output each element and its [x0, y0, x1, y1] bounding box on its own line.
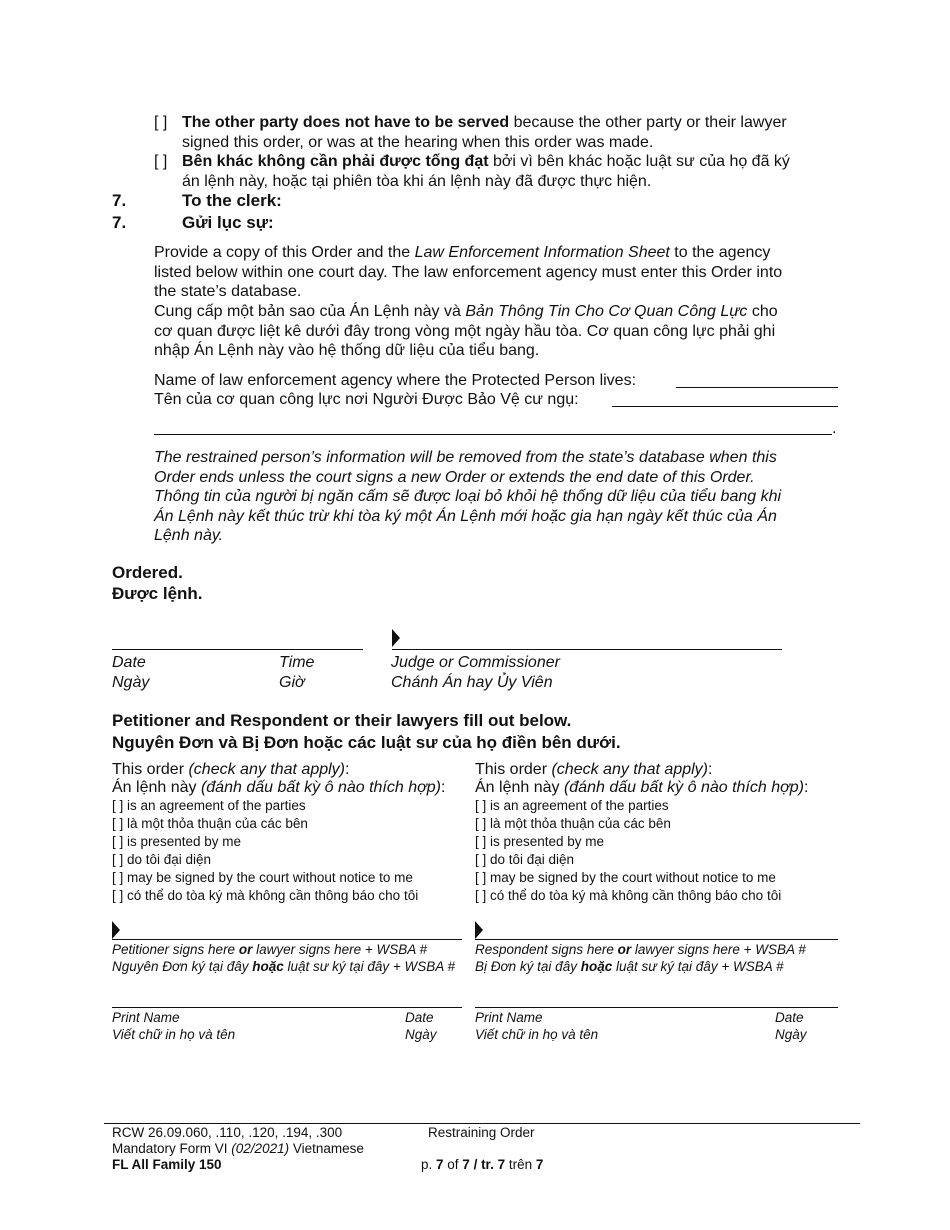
agency-field-line-3[interactable]	[154, 434, 832, 435]
ordered-vi: Được lệnh.	[112, 584, 203, 603]
judge-label-vi: Chánh Án hay Ủy Viên	[391, 674, 553, 691]
law-enforcement-sheet-title: Law Enforcement Information Sheet	[414, 244, 670, 261]
served-option-vi	[154, 152, 167, 172]
text: This order	[112, 761, 189, 778]
text: / tr.	[469, 1157, 498, 1172]
text: Cung cấp một bản sao của Án Lệnh này và	[154, 303, 466, 320]
order-prompt-en	[112, 761, 477, 779]
order-prompt-vi	[112, 779, 477, 797]
text: Print Name	[475, 1010, 543, 1025]
agency-label-vi: Tên của cơ quan công lực nơi Người Được Bảo Vệ cư ngụ:	[154, 391, 579, 408]
footer-rcw: RCW 26.09.060, .110, .120, .194, .300	[112, 1125, 343, 1140]
text: Lệnh này.	[154, 527, 224, 544]
text: Án lệnh này	[475, 779, 564, 796]
footer-doc-title: Restraining Order	[428, 1125, 535, 1140]
served-option-en-text	[182, 113, 862, 152]
text: Ngày	[405, 1027, 437, 1042]
section-7-number-vi: 7.	[112, 213, 127, 232]
petitioner-sign-label	[112, 941, 477, 975]
text: Respondent signs here	[475, 942, 618, 957]
parties-heading-vi: Nguyên Đơn và Bị Đơn hoặc các luật sư của họ điền bên dưới.	[112, 733, 621, 752]
petitioner-option-no-notice-en[interactable]: [ ] may be signed by the court without notice to me	[112, 870, 413, 885]
text: (đánh dấu bất kỳ ô nào thích hợp)	[563, 779, 805, 796]
text: p.	[421, 1157, 437, 1172]
served-option-vi-text	[182, 152, 862, 191]
text: cơ quan được liệt kê dưới đây trong vòng một ngày hầu tòa. Cơ quan công lực phải ghi	[154, 322, 776, 340]
petitioner-option-agreement-en[interactable]: [ ] is an agreement of the parties	[112, 798, 306, 813]
served-option-vi-rest: bởi vì bên khác hoặc luật sư của họ đã ký	[488, 153, 790, 170]
respondent-signature-line[interactable]	[475, 939, 838, 940]
text: Vietnamese	[289, 1141, 364, 1156]
text: Print Name	[112, 1010, 180, 1025]
respondent-print-name-label	[475, 1009, 598, 1043]
sign-here-arrow-icon	[392, 629, 400, 647]
petitioner-option-presented-vi[interactable]: [ ] do tôi đại diện	[112, 852, 212, 867]
respondent-date-label	[775, 1009, 807, 1043]
order-prompt-en	[475, 761, 845, 779]
text: 7	[497, 1157, 506, 1172]
section-7-title-vi: Gửi lục sự:	[182, 213, 274, 232]
text: to the agency	[669, 244, 771, 261]
respondent-option-no-notice-vi[interactable]: [ ] có thể do tòa ký mà không cần thông báo cho tôi	[475, 888, 782, 903]
footer-page-number	[421, 1157, 543, 1173]
footer-form-id: FL All Family 150	[112, 1157, 222, 1172]
database-removal-notice	[154, 448, 854, 546]
checkbox[interactable]: [ ]	[154, 114, 168, 131]
text: 7	[462, 1157, 470, 1172]
text: hoặc	[252, 959, 284, 974]
text: or	[238, 942, 253, 957]
respondent-print-name-line[interactable]	[475, 1007, 838, 1008]
text: nhập Án Lệnh này vào hệ thống dữ liệu của tiểu bang.	[154, 342, 540, 359]
served-option-vi-rest-2: án lệnh này, hoặc tại phiên tòa khi án lệnh này đã được thực hiện.	[182, 172, 652, 190]
judge-date-label-en: Date	[112, 654, 146, 671]
footer-left	[112, 1125, 364, 1173]
text: or	[617, 942, 632, 957]
text: luật sư ký tại đây + WSBA #	[612, 959, 784, 974]
served-option-en-rest-2: signed this order, or was at the hearing when this order was made.	[182, 133, 654, 151]
text: (check any that apply)	[188, 761, 345, 778]
respondent-option-no-notice-en[interactable]: [ ] may be signed by the court without notice to me	[475, 870, 776, 885]
text: Thông tin của người bị ngăn cấm sẽ được loại bỏ khỏi hệ thống dữ liệu của tiểu bang khi	[154, 488, 782, 505]
text: Date	[775, 1010, 804, 1025]
text: listed below within one court day. The law enforcement agency must enter this Order into	[154, 263, 783, 281]
judge-time-label-en: Time	[279, 654, 315, 671]
text: luật sư ký tại đây + WSBA #	[283, 959, 455, 974]
text: 7	[535, 1157, 544, 1172]
text: lawyer signs here + WSBA #	[252, 942, 428, 957]
text: Ngày	[775, 1027, 807, 1042]
order-prompt-vi	[475, 779, 845, 797]
text: The restrained person’s information will be removed from the state’s database when this	[154, 449, 777, 466]
law-enforcement-sheet-title-vi: Bản Thông Tin Cho Cơ Quan Công Lực	[465, 303, 748, 320]
section-7-title-en: To the clerk:	[182, 191, 282, 210]
judge-signature-line[interactable]	[392, 649, 782, 650]
ordered-en: Ordered.	[112, 563, 183, 582]
judge-time-label-vi: Giờ	[279, 674, 305, 691]
footer-divider	[104, 1123, 860, 1124]
text: of	[443, 1157, 463, 1172]
served-option-en-bold: The other party does not have to be served	[182, 114, 510, 131]
agency-field-line-2[interactable]	[612, 406, 838, 407]
text: hoặc	[580, 959, 613, 974]
petitioner-option-no-notice-vi[interactable]: [ ] có thể do tòa ký mà không cần thông báo cho tôi	[112, 888, 419, 903]
text: the state’s database.	[154, 283, 302, 300]
text: Nguyên Đơn ký tại đây	[112, 959, 253, 974]
text: Án lệnh này	[112, 779, 201, 796]
petitioner-order-options	[112, 761, 477, 905]
text: Provide a copy of this Order and the	[154, 244, 415, 261]
agency-field-line-1[interactable]	[676, 387, 838, 388]
text: (đánh dấu bất kỳ ô nào thích hợp)	[200, 779, 442, 796]
text: Order ends unless the court signs a new Order or extends the end date of this Order.	[154, 468, 755, 486]
agency-line-period: .	[832, 420, 837, 437]
respondent-option-agreement-en[interactable]: [ ] is an agreement of the parties	[475, 798, 669, 813]
text: cho	[747, 303, 778, 320]
petitioner-option-agreement-vi[interactable]: [ ] là một thỏa thuận của các bên	[112, 816, 308, 831]
sign-here-arrow-icon	[475, 921, 483, 939]
text: Petitioner signs here	[112, 942, 239, 957]
footer-form	[112, 1141, 364, 1157]
text: This order	[475, 761, 552, 778]
section-7-number-en: 7.	[112, 191, 127, 210]
checkbox[interactable]: [ ]	[154, 153, 168, 170]
respondent-option-presented-en[interactable]: [ ] is presented by me	[475, 834, 605, 849]
petitioner-print-name-label	[112, 1009, 235, 1043]
judge-date-label-vi: Ngày	[112, 674, 150, 691]
section-7-paragraph-vi	[154, 302, 854, 361]
text: Mandatory Form VI	[112, 1141, 232, 1156]
respondent-option-agreement-vi[interactable]: [ ] là một thỏa thuận của các bên	[475, 816, 671, 831]
sign-here-arrow-icon	[112, 921, 120, 939]
parties-heading-en: Petitioner and Respondent or their lawyers fill out below.	[112, 711, 572, 730]
text: Bị Đơn ký tại đây	[475, 959, 581, 974]
text: :	[345, 761, 350, 778]
petitioner-signature-line[interactable]	[112, 939, 462, 940]
date-time-line[interactable]	[112, 649, 363, 650]
respondent-order-options	[475, 761, 845, 905]
text: trên	[505, 1157, 536, 1172]
text: :	[441, 779, 446, 796]
judge-label-en: Judge or Commissioner	[391, 654, 560, 671]
agency-label-en: Name of law enforcement agency where the Protected Person lives:	[154, 372, 637, 389]
text: 7	[436, 1157, 444, 1172]
served-option-en-rest: because the other party or their lawyer	[509, 114, 787, 131]
served-option-vi-bold: Bên khác không cần phải được tống đạt	[182, 153, 489, 170]
text: (02/2021)	[231, 1141, 290, 1156]
text: lawyer signs here + WSBA #	[631, 942, 806, 957]
text: :	[804, 779, 809, 796]
text: Viết chữ in họ và tên	[112, 1027, 236, 1042]
text: (check any that apply)	[551, 761, 708, 778]
text: Án Lệnh này kết thúc trừ khi tòa ký một Án Lệnh mới hoặc gia hạn ngày kết thúc của Án	[154, 507, 777, 525]
text: Date	[405, 1010, 434, 1025]
petitioner-date-label	[405, 1009, 437, 1043]
text: :	[708, 761, 713, 778]
text: Viết chữ in họ và tên	[475, 1027, 599, 1042]
petitioner-option-presented-en[interactable]: [ ] is presented by me	[112, 834, 242, 849]
petitioner-print-name-line[interactable]	[112, 1007, 462, 1008]
section-7-paragraph-en	[154, 243, 854, 302]
respondent-option-presented-vi[interactable]: [ ] do tôi đại diện	[475, 852, 575, 867]
respondent-sign-label	[475, 941, 845, 975]
